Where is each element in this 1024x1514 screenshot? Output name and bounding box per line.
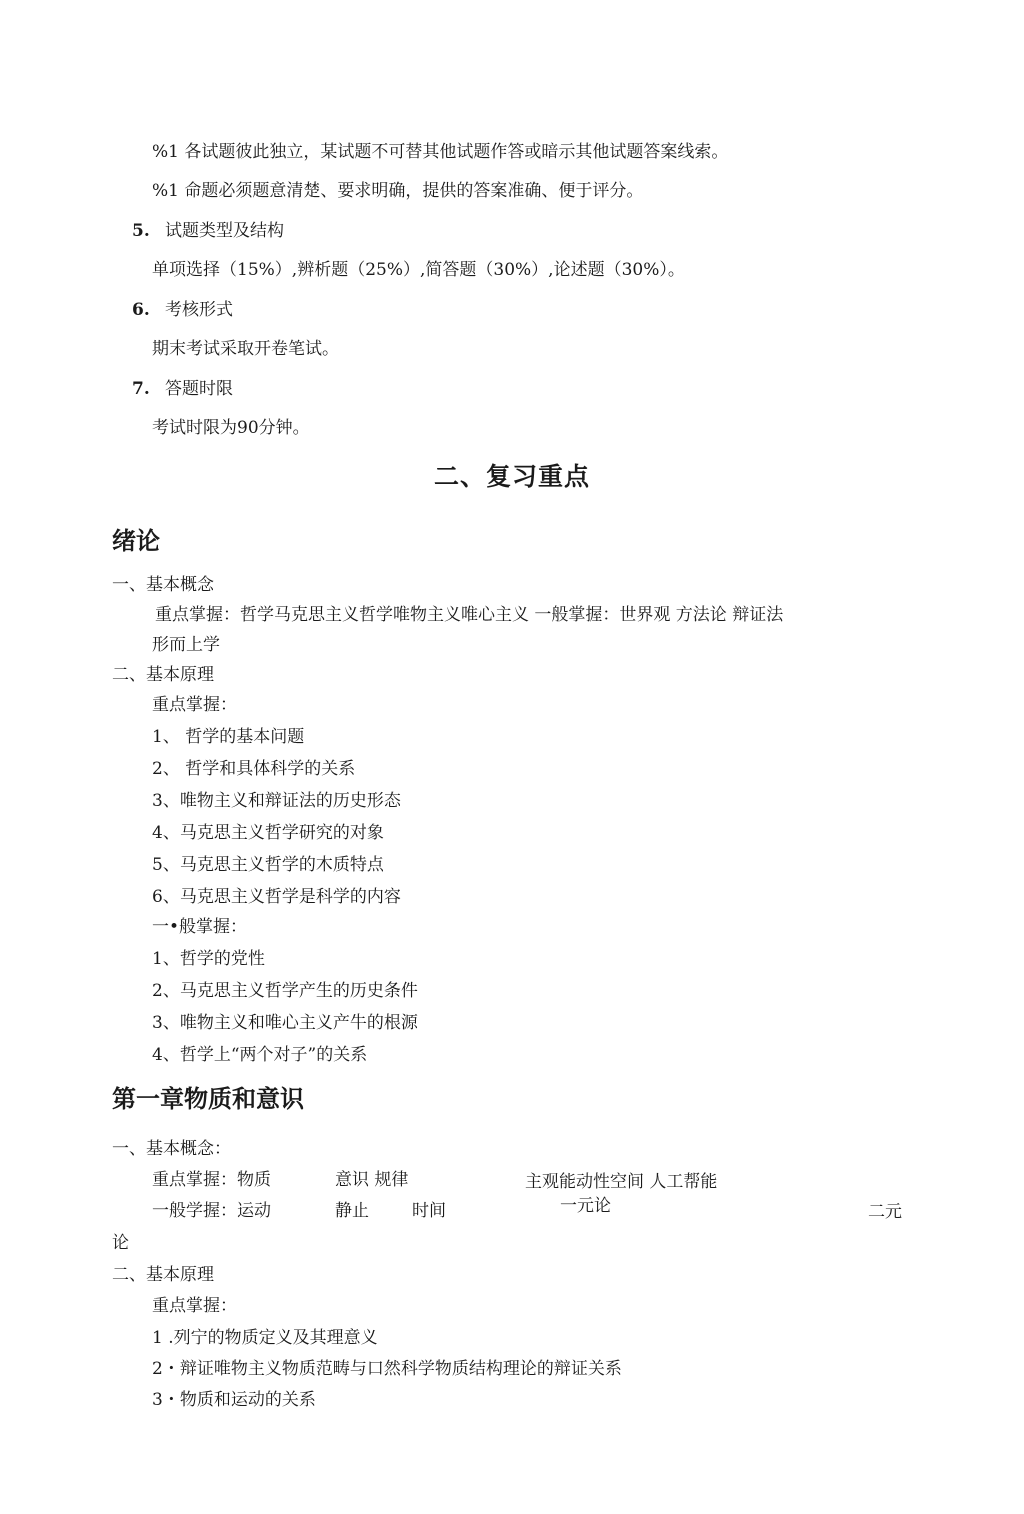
item-title: 试题类型及结构	[165, 221, 284, 241]
list-item: 3・物质和运动的关系	[152, 1390, 316, 1410]
list-item: 3、唯物主义和唯心主义产牛的根源	[152, 1013, 418, 1033]
principles-label: 二、基本原理	[112, 1265, 214, 1285]
list-item: 6、马克思主义哲学是科学的内容	[152, 887, 401, 907]
concept-term: 二元	[868, 1202, 902, 1222]
item-number: 6.	[132, 300, 150, 320]
list-item: 1、哲学的党性	[152, 949, 265, 969]
concept-term: 一元论	[560, 1196, 611, 1216]
general-mastery-label: 一•般掌握：	[152, 917, 248, 937]
concept-terms: 意识 规律	[335, 1170, 409, 1190]
chapter-heading-intro: 绪论	[112, 527, 160, 555]
concept-term: 论	[112, 1233, 129, 1253]
list-item: 2・辩证唯物主义物质范畴与口然科学物质结构理论的辩证关系	[152, 1359, 622, 1379]
concepts-line: 形而上学	[152, 635, 220, 655]
concept-term: 静止	[335, 1201, 369, 1221]
bullet-independence: %1 各试题彼此独立，某试题不可替其他试题作答或暗示其他试题答案线索。	[152, 142, 729, 162]
list-item: 4、哲学上“两个对子”的关系	[152, 1045, 368, 1065]
list-item: 1 .列宁的物质定义及其理意义	[152, 1328, 378, 1348]
item-content: 单项选择（15%）,辨析题（25%）,简答题（30%）,论述题（30%）。	[152, 260, 685, 280]
chapter-heading-ch1: 第一章物质和意识	[112, 1085, 304, 1113]
list-item: 1、 哲学的基本问题	[152, 727, 305, 747]
bullet-clarity: %1 命题必须题意清楚、要求明确，提供的答案准确、便于评分。	[152, 181, 644, 201]
item-number: 5.	[132, 221, 150, 241]
concepts-label: 一、基本概念：	[112, 1139, 231, 1159]
concept-term: 时间	[412, 1201, 446, 1221]
list-item: 3、唯物主义和辩证法的历史形态	[152, 791, 401, 811]
item-number: 7.	[132, 379, 150, 399]
concepts-label: 一、基本概念	[112, 575, 214, 595]
list-item: 2、 哲学和具体科学的关系	[152, 759, 356, 779]
item-content: 考试时限为90分钟。	[152, 418, 310, 438]
list-item: 2、马克思主义哲学产生的历史条件	[152, 981, 418, 1001]
concept-terms: 主观能动性空间 人工帮能	[525, 1172, 718, 1192]
list-item: 4、马克思主义哲学研究的对象	[152, 823, 384, 843]
principles-label: 二、基本原理	[112, 665, 214, 685]
item-title: 考核形式	[165, 300, 233, 320]
section-title: 二、复习重点	[433, 462, 590, 491]
concepts-line: 重点掌握：哲学马克思主义哲学唯物主义唯心主义 一般掌握：世界观 方法论 辩证法	[155, 605, 784, 625]
general-mastery-label: 一般学握：运动	[152, 1201, 271, 1221]
key-mastery-label: 重点掌握：物质	[152, 1170, 271, 1190]
list-item: 5、马克思主义哲学的木质特点	[152, 855, 384, 875]
key-mastery-label: 重点掌握：	[152, 695, 237, 715]
item-title: 答题时限	[165, 379, 233, 399]
item-content: 期末考试采取开卷笔试。	[152, 339, 339, 359]
key-mastery-label: 重点掌握：	[152, 1296, 237, 1316]
